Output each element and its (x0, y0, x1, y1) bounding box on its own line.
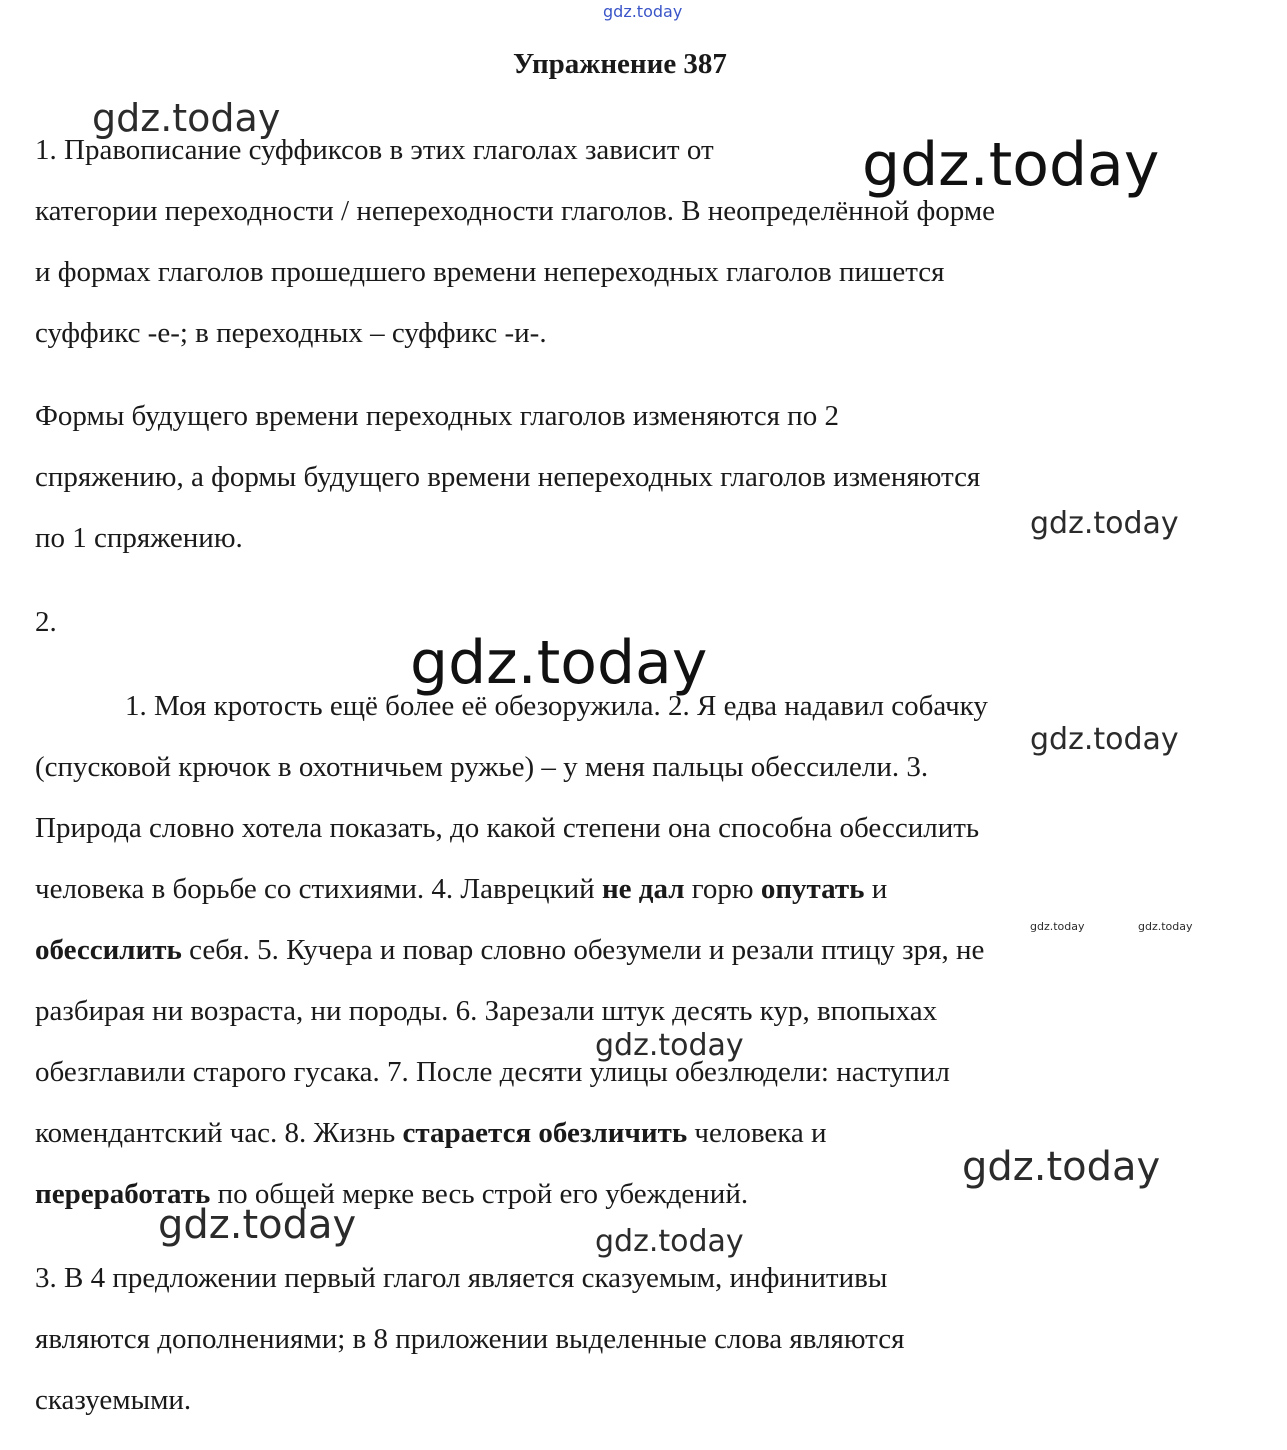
watermark: gdz.today (603, 2, 683, 21)
text-line: Формы будущего времени переходных глаголов изменяются по 2 (35, 400, 839, 432)
watermark: gdz.today (1138, 920, 1193, 933)
text-line: категории переходности / непереходности глаголов. В неопределённой форме (35, 195, 996, 227)
text-line: 2. (35, 606, 57, 638)
watermark: gdz.today (1030, 506, 1179, 541)
bold-phrase: не дал (601, 873, 685, 905)
text-line: сказуемыми. (35, 1384, 192, 1416)
text-line: 3. В 4 предложении первый глагол является сказуемым, инфинитивы (35, 1262, 888, 1294)
text-line: горю (684, 873, 761, 905)
text-line: комендантский час. 8. Жизнь (35, 1117, 403, 1149)
text-line: являются дополнениями; в 8 приложении выделенные слова являются (35, 1323, 905, 1355)
text-line: обезглавили старого гусака. 7. После десяти улицы обезлюдели: наступил (35, 1056, 950, 1088)
text-line: 1. Правописание суффиксов в этих глаголах зависит от (35, 134, 714, 166)
text-line: суффикс -е-; в переходных – суффикс -и-. (35, 317, 547, 349)
text-line: 1. Моя кротость ещё более её обезоружила. 2. Я едва надавил собачку (125, 690, 988, 722)
text-line: и (864, 873, 888, 905)
watermark: gdz.today (158, 1202, 357, 1248)
text-line: себя. 5. Кучера и повар словно обезумели и резали птицу зря, не (181, 934, 985, 966)
text-line: по 1 спряжению. (35, 522, 243, 554)
text-line: (спусковой крючок в охотничьем ружье) – у меня пальцы обессилели. 3. (35, 751, 929, 783)
text-line: и формах глаголов прошедшего времени непереходных глаголов пишется (35, 256, 945, 288)
page-title: Упражнение 387 (513, 48, 727, 80)
watermark: gdz.today (1030, 920, 1085, 933)
text-line: по общей мерке весь строй его убеждений. (210, 1178, 749, 1210)
watermark: gdz.today (595, 1028, 744, 1063)
watermark: gdz.today (862, 130, 1160, 200)
bold-phrase: обессилить (35, 934, 182, 966)
text-line: Природа словно хотела показать, до какой степени она способна обессилить (35, 812, 980, 844)
paragraph-2 (35, 386, 1235, 569)
bold-phrase: опутать (760, 873, 865, 905)
text-line: человека в борьбе со стихиями. 4. Лаврецкий (35, 873, 602, 905)
text-line: разбирая ни возраста, ни породы. 6. Зарезали штук десять кур, впопыхах (35, 995, 938, 1027)
paragraph-3 (35, 1248, 1235, 1431)
watermark: gdz.today (595, 1224, 744, 1259)
text-line: человека и (687, 1117, 827, 1149)
watermark: gdz.today (1030, 722, 1179, 757)
bold-phrase: переработать (35, 1178, 211, 1210)
text-line: спряжению, а формы будущего времени непереходных глаголов изменяются (35, 461, 981, 493)
watermark: gdz.today (92, 96, 281, 140)
paragraph-sentences (35, 676, 1235, 1225)
bold-phrase: старается обезличить (402, 1117, 688, 1149)
watermark: gdz.today (410, 628, 708, 698)
watermark: gdz.today (962, 1144, 1161, 1190)
